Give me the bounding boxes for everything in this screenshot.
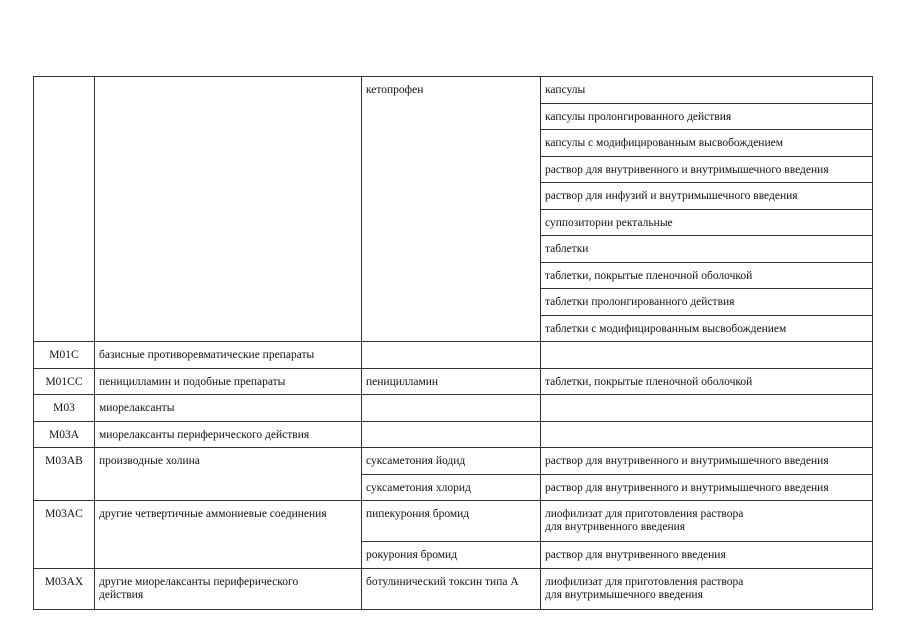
drug-name-cell: суксаметония хлорид — [362, 474, 541, 501]
dosage-form-cell: таблетки, покрытые пленочной оболочкой — [541, 262, 873, 289]
group-name-cell: миорелаксанты периферического действия — [95, 421, 362, 448]
atc-code-cell: M03AX — [34, 568, 95, 609]
table-row — [34, 568, 873, 609]
table-row — [34, 342, 873, 369]
group-name-cell: другие миорелаксанты периферического действия — [95, 568, 362, 609]
dosage-form-cell — [541, 421, 873, 448]
dosage-form-cell: раствор для внутривенного и внутримышечного введения — [541, 156, 873, 183]
table-row — [34, 501, 873, 542]
atc-code-cell: M01C — [34, 342, 95, 369]
drug-name-cell: кетопрофен — [362, 77, 541, 342]
dosage-form-cell: таблетки пролонгированного действия — [541, 289, 873, 316]
atc-code-cell: M01CC — [34, 368, 95, 395]
dosage-form-cell: лиофилизат для приготовления раствора для внутримышечного введения — [541, 568, 873, 609]
table-row — [34, 421, 873, 448]
dosage-form-cell: капсулы с модифицированным высвобождением — [541, 130, 873, 157]
drug-name-cell — [362, 421, 541, 448]
table-row — [34, 77, 873, 104]
dosage-form-cell: лиофилизат для приготовления раствора для внутривенного введения — [541, 501, 873, 542]
dosage-form-cell: суппозитории ректальные — [541, 209, 873, 236]
dosage-form-cell — [541, 342, 873, 369]
atc-code-cell: M03 — [34, 395, 95, 422]
drug-name-cell — [362, 342, 541, 369]
group-name-cell — [95, 77, 362, 342]
dosage-form-cell: раствор для инфузий и внутримышечного введения — [541, 183, 873, 210]
group-name-cell: производные холина — [95, 448, 362, 501]
table-row — [34, 395, 873, 422]
group-name-cell: базисные противоревматические препараты — [95, 342, 362, 369]
atc-code-cell: M03AB — [34, 448, 95, 501]
document-page — [33, 76, 872, 610]
dosage-form-cell — [541, 395, 873, 422]
drug-name-cell: пеницилламин — [362, 368, 541, 395]
dosage-form-cell: капсулы — [541, 77, 873, 104]
table-row — [34, 448, 873, 475]
dosage-form-cell: таблетки с модифицированным высвобождением — [541, 315, 873, 342]
dosage-form-cell: таблетки, покрытые пленочной оболочкой — [541, 368, 873, 395]
dosage-form-cell: раствор для внутривенного и внутримышечного введения — [541, 448, 873, 475]
atc-code-cell: M03A — [34, 421, 95, 448]
table-row — [34, 368, 873, 395]
dosage-form-cell: раствор для внутривенного и внутримышечного введения — [541, 474, 873, 501]
drug-list-table — [33, 76, 873, 610]
atc-code-cell: M03AC — [34, 501, 95, 569]
drug-name-cell — [362, 395, 541, 422]
dosage-form-cell: капсулы пролонгированного действия — [541, 103, 873, 130]
group-name-cell: пеницилламин и подобные препараты — [95, 368, 362, 395]
group-name-cell: другие четвертичные аммониевые соединения — [95, 501, 362, 569]
dosage-form-cell: раствор для внутривенного введения — [541, 542, 873, 569]
group-name-cell: миорелаксанты — [95, 395, 362, 422]
atc-code-cell — [34, 77, 95, 342]
drug-name-cell: ботулинический токсин типа A — [362, 568, 541, 609]
dosage-form-cell: таблетки — [541, 236, 873, 263]
drug-name-cell: рокурония бромид — [362, 542, 541, 569]
drug-name-cell: пипекурония бромид — [362, 501, 541, 542]
drug-name-cell: суксаметония йодид — [362, 448, 541, 475]
